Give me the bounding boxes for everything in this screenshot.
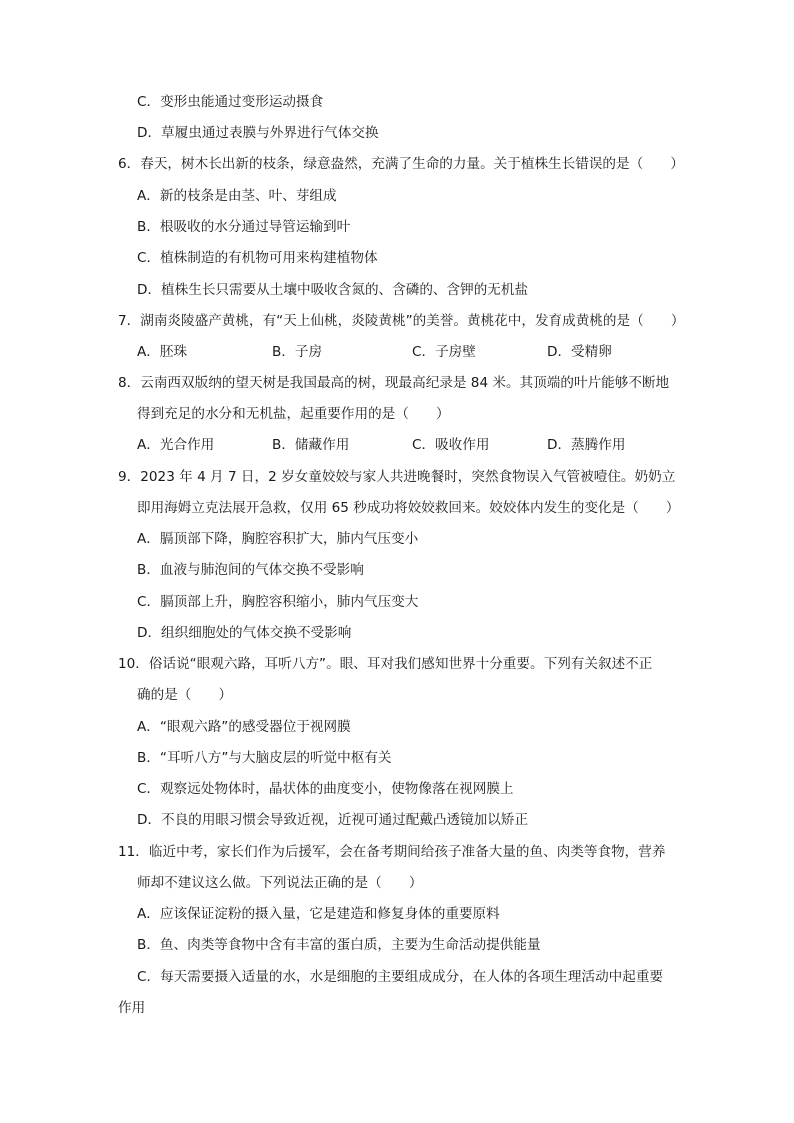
option-cell: B．储藏作用 [272, 437, 350, 453]
question-stem-continued: 确的是（ ） [137, 687, 233, 703]
question-stem: 6．春天，树木长出新的枝条，绿意盎然，充满了生命的力量。关于植株生长错误的是（ ） [118, 156, 684, 172]
option-row [0, 435, 794, 455]
option-continued: 作用 [118, 1000, 146, 1016]
answer-option: C．膈顶部上升，胸腔容积缩小，肺内气压变大 [137, 594, 419, 610]
option-cell: C．子房壁 [412, 344, 476, 360]
option-cell: B．子房 [272, 344, 323, 360]
option-cell: A．胚珠 [137, 344, 188, 360]
answer-option: C．观察远处物体时，晶状体的曲度变小，使物像落在视网膜上 [137, 781, 514, 797]
option-cell: D．蒸腾作用 [547, 437, 626, 453]
answer-option: B．血液与肺泡间的气体交换不受影响 [137, 562, 364, 578]
question-stem-continued: 得到充足的水分和无机盐，起重要作用的是（ ） [137, 406, 450, 422]
question-stem: 8．云南西双版纳的望天树是我国最高的树，现最高纪录是 84 米。其顶端的叶片能够不断地 [118, 375, 670, 391]
answer-option: A．“眼观六路”的感受器位于视网膜 [137, 719, 351, 735]
answer-option: B．根吸收的水分通过导管运输到叶 [137, 219, 351, 235]
question-stem-continued: 即用海姆立克法展开急救，仅用 65 秒成功将姣姣救回来。姣姣体内发生的变化是（ ） [137, 500, 680, 516]
option-cell: D．受精卵 [547, 344, 612, 360]
answer-option: B．“耳听八方”与大脑皮层的听觉中枢有关 [137, 750, 392, 766]
option-cell: A．光合作用 [137, 437, 215, 453]
answer-option: D．草履虫通过表膜与外界进行气体交换 [137, 125, 379, 141]
answer-option: C．每天需要摄入适量的水，水是细胞的主要组成成分，在人体的各项生理活动中起重要 [137, 969, 664, 985]
answer-option: D．不良的用眼习惯会导致近视，近视可通过配戴凸透镜加以矫正 [137, 812, 529, 828]
question-stem: 10．俗话说“眼观六路，耳听八方”。眼、耳对我们感知世界十分重要。下列有关叙述不正 [118, 656, 653, 672]
question-stem: 7．湖南炎陵盛产黄桃，有“天上仙桃，炎陵黄桃”的美誉。黄桃花中，发育成黄桃的是（ ） [118, 313, 685, 329]
option-row [0, 342, 794, 362]
question-stem: 11．临近中考，家长们作为后援军，会在备考期间给孩子准备大量的鱼、肉类等食物，营养 [118, 844, 666, 860]
answer-option: C．植株制造的有机物可用来构建植物体 [137, 250, 378, 266]
answer-option: A．膈顶部下降，胸腔容积扩大，肺内气压变小 [137, 531, 419, 547]
answer-option: C．变形虫能通过变形运动摄食 [137, 94, 324, 110]
answer-option: D．组织细胞处的气体交换不受影响 [137, 625, 352, 641]
answer-option: D．植株生长只需要从土壤中吸收含氮的、含磷的、含钾的无机盐 [137, 282, 529, 298]
answer-option: A．新的枝条是由茎、叶、芽组成 [137, 188, 337, 204]
option-cell: C．吸收作用 [412, 437, 490, 453]
answer-option: A．应该保证淀粉的摄入量，它是建造和修复身体的重要原料 [137, 906, 500, 922]
question-stem-continued: 师却不建议这么做。下列说法正确的是（ ） [137, 875, 423, 891]
question-stem: 9．2023 年 4 月 7 日，2 岁女童姣姣与家人共进晚餐时，突然食物误入气管被噎住。奶奶立 [118, 469, 676, 485]
answer-option: B．鱼、肉类等食物中含有丰富的蛋白质，主要为生命活动提供能量 [137, 937, 541, 953]
